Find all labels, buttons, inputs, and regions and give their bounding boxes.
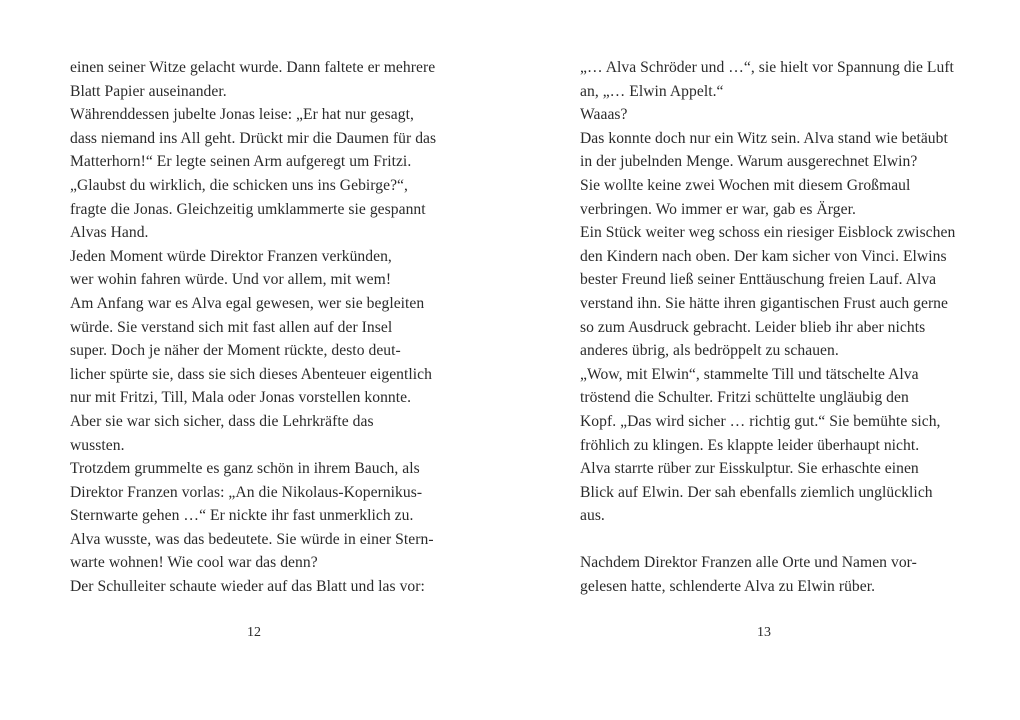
text-line: fröhlich zu klingen. Es klappte leider überhaupt nicht. (580, 436, 920, 454)
text-line: Aber sie war sich sicher, dass die Lehrkräfte das (70, 412, 374, 430)
text-line: Währenddessen jubelte Jonas leise: „Er hat nur gesagt, (70, 106, 414, 124)
text-line: Am Anfang war es Alva egal gewesen, wer sie begleiten (70, 294, 425, 312)
text-line: verbringen. Wo immer er war, gab es Ärger. (580, 200, 856, 218)
page-number-right: 13 (757, 625, 771, 640)
text-line: Alva wusste, was das bedeutete. Sie würde in einer Stern- (70, 530, 434, 548)
text-line: Alva starrte rüber zur Eisskulptur. Sie erhaschte einen (580, 460, 919, 478)
text-line: Waaas? (580, 106, 628, 124)
text-line: „Glaubst du wirklich, die schicken uns ins Gebirge?“, (70, 176, 408, 194)
text-line: Sternwarte gehen …“ Er nickte ihr fast unmerklich zu. (70, 507, 414, 525)
text-line: Das konnte doch nur ein Witz sein. Alva stand wie betäubt (580, 129, 948, 147)
text-line: gelesen hatte, schlenderte Alva zu Elwin rüber. (580, 578, 876, 596)
text-line: anderes übrig, als bedröppelt zu schauen. (580, 342, 839, 360)
text-line: „… Alva Schröder und …“, sie hielt vor Spannung die Luft (580, 59, 954, 76)
text-line: Nachdem Direktor Franzen alle Orte und Namen vor- (580, 554, 917, 572)
text-line: Jeden Moment würde Direktor Franzen verkünden, (70, 247, 392, 265)
right-page-body (580, 56, 960, 599)
text-line: verstand ihn. Sie hätte ihren gigantischen Frust auch gerne (580, 294, 949, 312)
text-line: „Wow, mit Elwin“, stammelte Till und tätschelte Alva (580, 365, 919, 383)
text-line: nur mit Fritzi, Till, Mala oder Jonas vorstellen konnte. (70, 389, 412, 407)
text-line: Ein Stück weiter weg schoss ein riesiger Eisblock zwischen (580, 224, 956, 242)
text-line: so zum Ausdruck gebracht. Leider blieb ihr aber nichts (580, 318, 926, 336)
text-line: aus. (580, 507, 605, 525)
text-line: dass niemand ins All geht. Drückt mir die Daumen für das (70, 129, 437, 147)
text-line: bester Freund ließ seiner Enttäuschung freien Lauf. Alva (580, 271, 937, 289)
left-page-body (70, 56, 450, 599)
text-line: super. Doch je näher der Moment rückte, desto deut- (70, 342, 401, 360)
text-line: licher spürte sie, dass sie sich dieses Abenteuer eigentlich (70, 365, 432, 383)
text-line: wussten. (70, 436, 125, 454)
text-line: Alvas Hand. (70, 224, 149, 242)
text-line: einen seiner Witze gelacht wurde. Dann faltete er mehrere (70, 59, 436, 76)
text-line: Sie wollte keine zwei Wochen mit diesem Großmaul (580, 176, 911, 194)
text-line: tröstend die Schulter. Fritzi schüttelte ungläubig den (580, 389, 909, 407)
text-line: Der Schulleiter schaute wieder auf das Blatt und las vor: (70, 578, 425, 596)
text-line: Blatt Papier auseinander. (70, 82, 227, 100)
text-line: Trotzdem grummelte es ganz schön in ihrem Bauch, als (70, 460, 420, 478)
text-line: Direktor Franzen vorlas: „An die Nikolaus-Kopernikus- (70, 483, 423, 501)
text-line: würde. Sie verstand sich mit fast allen auf der Insel (70, 318, 393, 336)
page-number-left: 12 (247, 625, 261, 640)
blank-line (580, 528, 960, 552)
text-line: fragte die Jonas. Gleichzeitig umklammerte sie gespannt (70, 200, 426, 218)
text-line: wer wohin fahren würde. Und vor allem, mit wem! (70, 271, 392, 289)
text-line: Blick auf Elwin. Der sah ebenfalls ziemlich unglücklich (580, 483, 933, 501)
right-page (510, 0, 1020, 720)
text-line: Matterhorn!“ Er legte seinen Arm aufgeregt um Fritzi. (70, 153, 412, 171)
text-line: an, „… Elwin Appelt.“ (580, 82, 724, 100)
text-line: warte wohnen! Wie cool war das denn? (70, 554, 318, 572)
text-line: den Kindern nach oben. Der kam sicher von Vinci. Elwins (580, 247, 947, 265)
text-line: Kopf. „Das wird sicher … richtig gut.“ Sie bemühte sich, (580, 412, 941, 430)
text-line: in der jubelnden Menge. Warum ausgerechnet Elwin? (580, 153, 918, 171)
